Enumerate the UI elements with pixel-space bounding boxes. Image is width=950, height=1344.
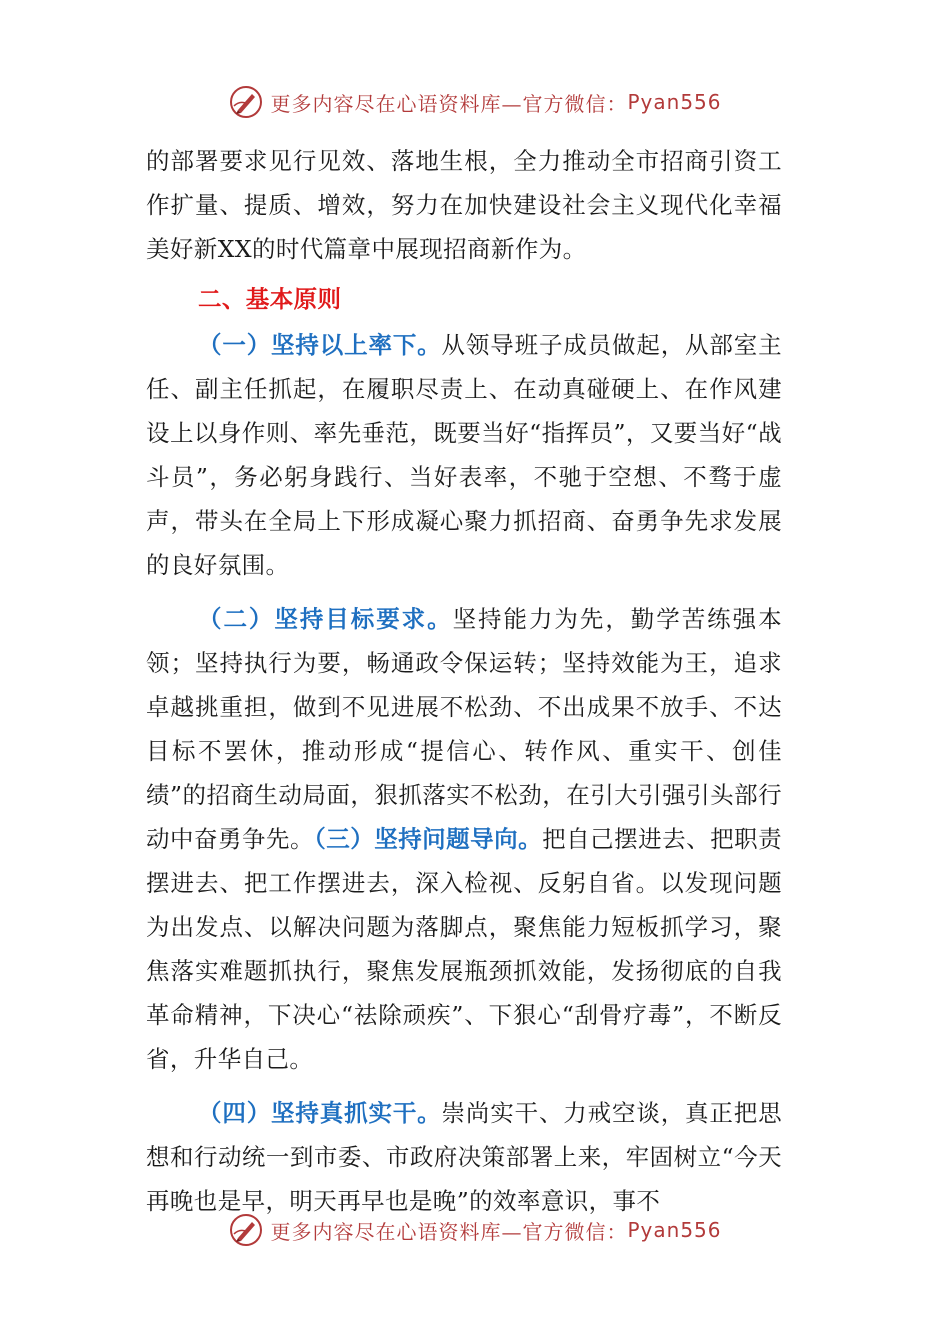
footer-banner-text: 更多内容尽在心语资料库—官方微信：	[270, 1219, 628, 1244]
header-banner	[0, 84, 950, 120]
principle-4-text: 崇尚实干、力戒空谈，真正把思想和行动统一到市委、市政府决策部署上来，牢固树立“今天再晚也是早，明天再早也是晚”的效率意识，事不	[146, 1099, 783, 1215]
banner-wechat: Pyan556	[627, 90, 722, 114]
principle-2-3	[146, 597, 782, 1081]
principle-4-title: （四）坚持真抓实干。	[198, 1099, 442, 1127]
principle-2-text: 坚持能力为先，勤学苦练强本领；坚持执行为要，畅通政令保运转；坚持效能为王，追求卓越挑重担，做到不见进展不松劲、不出成果不放手、不达目标不罢休，推动形成“提信心、转作风、重实干、创佳绩”的招商生动局面，狠抓落实不松劲，在引大引强引头部行动中奋勇争先。	[146, 605, 783, 853]
principle-3-text: 把自己摆进去、把职责摆进去、把工作摆进去，深入检视、反躬自省。以发现问题为出发点、以解决问题为落脚点，聚焦能力短板抓学习，聚焦落实难题抓执行，聚焦发展瓶颈抓效能，发扬彻底的自我革命精神，下决心“祛除顽疾”、下狠心“刮骨疗毒”，不断反省，升华自己。	[146, 825, 782, 1073]
principle-4	[146, 1091, 782, 1223]
section-heading: 二、基本原则	[198, 285, 342, 313]
principle-1	[146, 323, 782, 587]
pen-logo-icon	[228, 84, 264, 120]
pen-logo-icon	[228, 1212, 264, 1248]
footer-banner-wechat: Pyan556	[627, 1218, 722, 1242]
document-body	[146, 139, 782, 1223]
principle-3-title: （三）坚持问题导向。	[313, 825, 543, 853]
principle-1-text: 从领导班子成员做起，从部室主任、副主任抓起，在履职尽责上、在动真碰硬上、在作风建设上以身作则、率先垂范，既要当好“指挥员”，又要当好“战斗员”，务必躬身践行、当好表率，不驰于空想、不骛于虚声，带头在全局上下形成凝心聚力抓招商、奋勇争先求发展的良好氛围。	[146, 331, 783, 579]
banner-text: 更多内容尽在心语资料库—官方微信：	[270, 91, 628, 116]
footer-banner	[0, 1212, 950, 1248]
principle-1-title: （一）坚持以上率下。	[198, 331, 442, 359]
principle-2-title: （二）坚持目标要求。	[198, 605, 453, 633]
paragraph-continued: 的部署要求见行见效、落地生根，全力推动全市招商引资工作扩量、提质、增效，努力在加快建设社会主义现代化幸福美好新XX的时代篇章中展现招商新作为。	[146, 147, 782, 263]
